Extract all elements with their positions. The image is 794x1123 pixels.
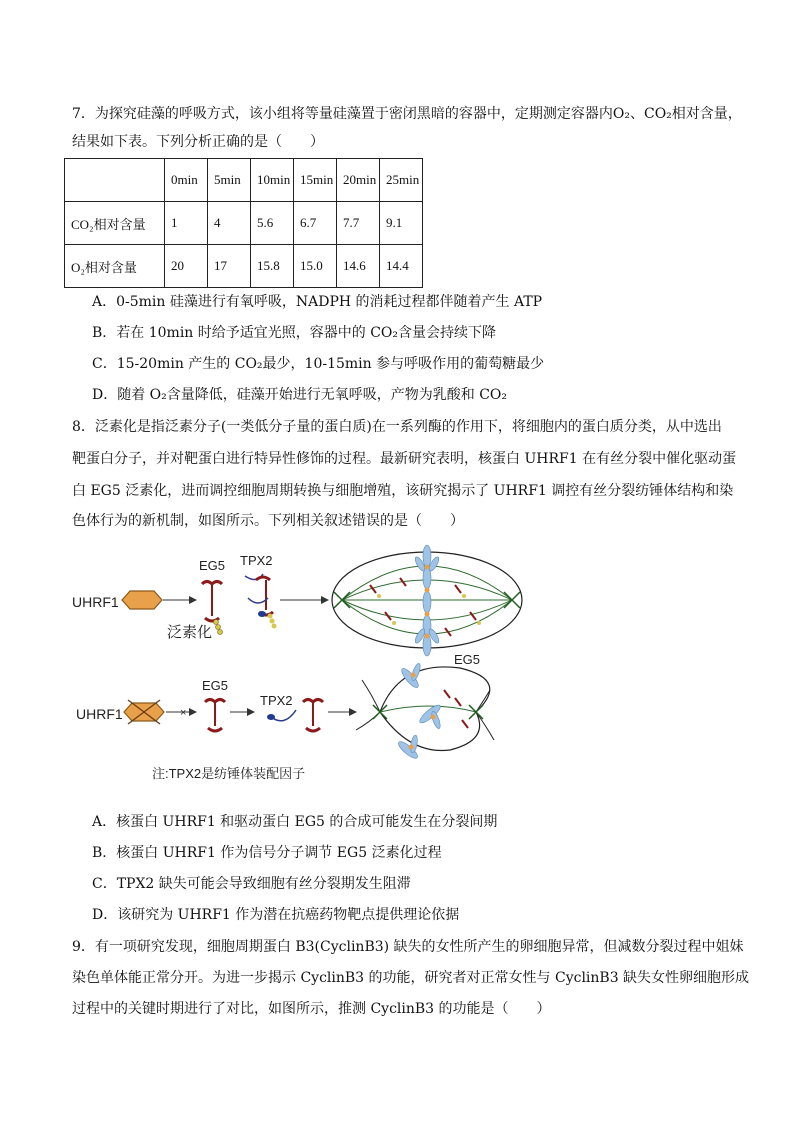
table-cell: 4 bbox=[208, 202, 251, 245]
table-cell: 5.6 bbox=[251, 202, 294, 245]
tpx2-label-bottom: TPX2 bbox=[260, 693, 293, 708]
q8-option-b: B．核蛋白 UHRF1 作为信号分子调节 EG5 泛素化过程 bbox=[92, 845, 442, 861]
q7-option-c: C．15-20min 产生的 CO₂最少，10-15min 参与呼吸作用的葡萄糖最少 bbox=[92, 356, 545, 372]
row-label-co2: CO₂相对含量 bbox=[65, 202, 165, 245]
table-header-row bbox=[65, 159, 423, 202]
eg5-protein-icon bbox=[205, 700, 225, 732]
q8-mitosis-figure bbox=[70, 540, 530, 785]
tpx2-label-top: TPX2 bbox=[240, 553, 273, 568]
table-header-cell: 15min bbox=[294, 159, 337, 202]
q8-stem-line-3: 白 EG5 泛素化，进而调控细胞周期转换与细胞增殖，该研究揭示了 UHRF1 调控有丝分裂纺锤体结构和染 bbox=[72, 483, 734, 499]
table-cell: 15.8 bbox=[251, 245, 294, 288]
ubiquitin-chain-icon bbox=[214, 620, 223, 635]
abnormal-spindle-cell-icon bbox=[356, 663, 494, 761]
ubiquitination-label: 泛素化 bbox=[167, 624, 213, 641]
table-cell: 14.6 bbox=[337, 245, 380, 288]
q8-stem-line-1: 8．泛素化是指泛素分子(一类低分子量的蛋白质)在一系列酶的作用下，将细胞内的蛋白质分类，从中选出 bbox=[72, 419, 722, 435]
uhrf1-label-bottom: UHRF1 bbox=[76, 706, 123, 722]
uhrf1-label-top: UHRF1 bbox=[72, 594, 119, 610]
table-cell: 6.7 bbox=[294, 202, 337, 245]
tpx2-factor-icon bbox=[267, 710, 296, 721]
table-cell: 9.1 bbox=[380, 202, 423, 245]
q7-option-d: D．随着 O₂含量降低，硅藻开始进行无氧呼吸，产物为乳酸和 CO₂ bbox=[92, 387, 508, 403]
blocked-mark: × bbox=[180, 707, 187, 719]
table-header-cell: 0min bbox=[165, 159, 208, 202]
eg5-protein-icon bbox=[202, 582, 222, 622]
q7-option-b: B．若在 10min 时给予适宜光照，容器中的 CO₂含量会持续下降 bbox=[92, 325, 497, 341]
table-cell: 17 bbox=[208, 245, 251, 288]
table-header-cell: 5min bbox=[208, 159, 251, 202]
q8-stem-line-4: 色体行为的新机制，如图所示。下列相关叙述错误的是（ ） bbox=[72, 513, 464, 529]
q7-data-table bbox=[64, 158, 423, 288]
eg5-protein-icon bbox=[303, 700, 323, 732]
table-header-cell: 20min bbox=[337, 159, 380, 202]
table-header-cell: 25min bbox=[380, 159, 423, 202]
q7-stem-line-1: 7．为探究硅藻的呼吸方式，该小组将等量硅藻置于密闭黑暗的容器中，定期测定容器内O₂、CO₂相对含量， bbox=[72, 106, 742, 122]
table-header-cell bbox=[65, 159, 165, 202]
q9-stem-line-3: 过程中的关键时期进行了对比，如图所示，推测 CyclinB3 的功能是（ ） bbox=[72, 1001, 551, 1017]
normal-spindle-cell-icon bbox=[332, 545, 522, 656]
uhrf1-hexagon-icon bbox=[122, 591, 162, 609]
table-row bbox=[65, 245, 423, 288]
q7-option-a: A．0-5min 硅藻进行有氧呼吸，NADPH 的消耗过程都伴随着产生 ATP bbox=[92, 294, 543, 310]
q8-option-a: A．核蛋白 UHRF1 和驱动蛋白 EG5 的合成可能发生在分裂间期 bbox=[92, 814, 498, 830]
tpx2-eg5-complex-icon bbox=[245, 574, 277, 629]
table-cell: 15.0 bbox=[294, 245, 337, 288]
eg5-label-spindle: EG5 bbox=[454, 652, 481, 667]
figure-note: 注:TPX2是纺锤体装配因子 bbox=[152, 766, 306, 781]
table-cell: 14.4 bbox=[380, 245, 423, 288]
table-cell: 20 bbox=[165, 245, 208, 288]
eg5-label-top: EG5 bbox=[199, 558, 226, 573]
row-label-o2: O₂相对含量 bbox=[65, 245, 165, 288]
table-cell: 1 bbox=[165, 202, 208, 245]
table-header-cell: 10min bbox=[251, 159, 294, 202]
q9-stem-line-1: 9．有一项研究发现，细胞周期蛋白 B3(CyclinB3) 缺失的女性所产生的卵细胞异常，但减数分裂过程中姐妹 bbox=[72, 939, 744, 955]
q7-stem-line-2: 结果如下表。下列分析正确的是（ ） bbox=[72, 134, 324, 150]
q9-stem-line-2: 染色单体能正常分开。为进一步揭示 CyclinB3 的功能，研究者对正常女性与 CyclinB3 缺失女性卵细胞形成 bbox=[72, 970, 750, 986]
q8-stem-line-2: 靶蛋白分子，并对靶蛋白进行特异性修饰的过程。最新研究表明，核蛋白 UHRF1 在有丝分裂中催化驱动蛋 bbox=[72, 451, 737, 467]
table-cell: 7.7 bbox=[337, 202, 380, 245]
table-row bbox=[65, 202, 423, 245]
q8-option-d: D．该研究为 UHRF1 作为潜在抗癌药物靶点提供理论依据 bbox=[92, 907, 460, 923]
eg5-label-bottom: EG5 bbox=[202, 678, 229, 693]
q8-option-c: C．TPX2 缺失可能会导致细胞有丝分裂期发生阻滞 bbox=[92, 876, 411, 892]
